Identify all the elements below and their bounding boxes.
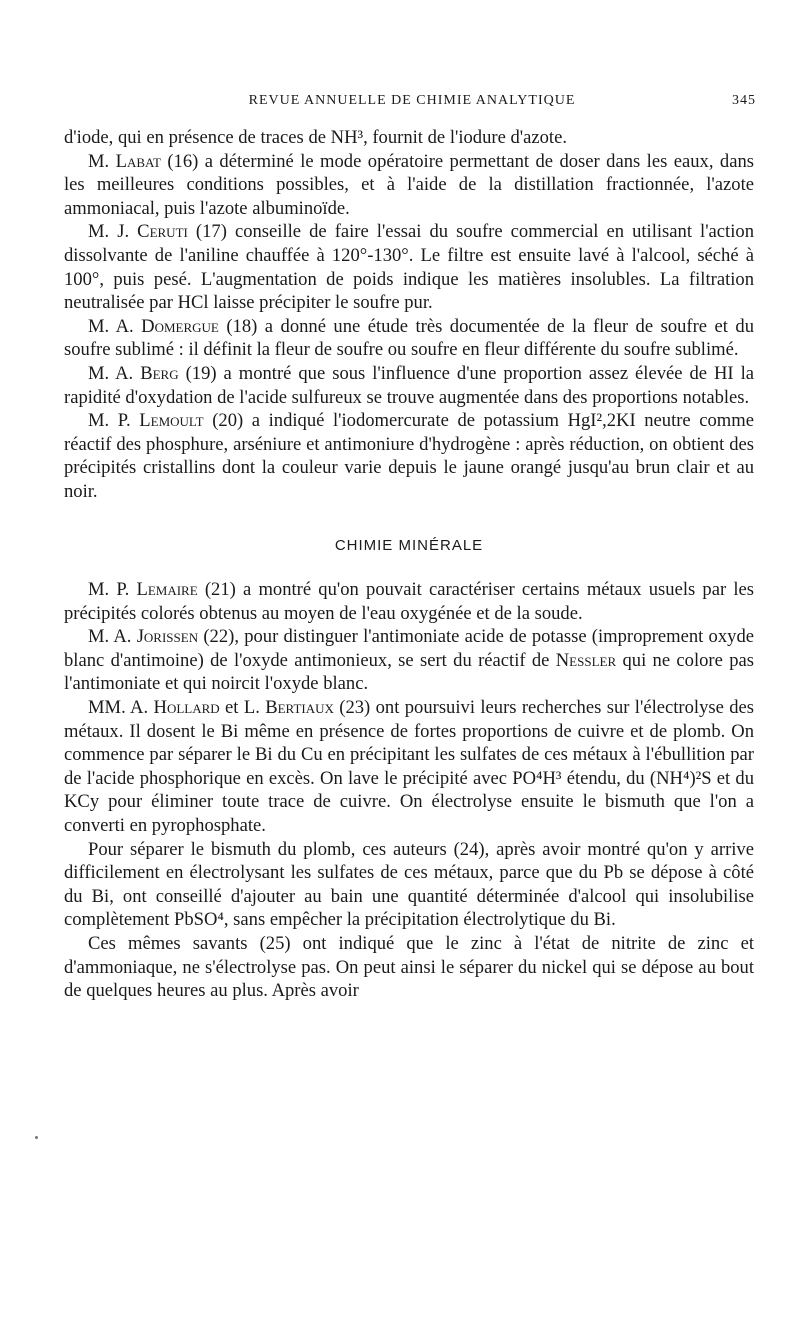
author-hollard: Hollard bbox=[153, 697, 220, 719]
author-ceruti: Ceruti bbox=[137, 221, 188, 243]
author-bertiaux: Bertiaux bbox=[265, 697, 334, 719]
paragraph-iode: d'iode, qui en présence de traces de NH³, fournit de l'iodure d'azote. bbox=[64, 127, 568, 148]
paragraph-domergue: M. A. Domergue (18) a donné une étude très documentée de la fleur de soufre et du soufre sublimé : il définit la fleur de soufre ou soufre en fleur différente du soufre sublimé. bbox=[64, 315, 754, 361]
section-heading: CHIMIE MINÉRALE bbox=[334, 536, 484, 554]
paragraph-lemaire-text: (21) a montré qu'on pouvait caractériser certains métaux usuels par les précipités colorés obtenus au moyen de l'eau oxygénée et de la soude. bbox=[64, 579, 754, 624]
paragraph-berg-text: (19) a montré que sous l'influence d'une proportion assez élevée de HI la rapidité d'oxydation de l'acide sulfureux se trouve augmentée dans des proportions notables. bbox=[64, 362, 755, 408]
paragraph-labat: M. Labat (16) a déterminé le mode opératoire permettant de doser dans les eaux, dans les meilleures conditions possibles, et à l'aide de la distillation fractionnée, l'azote ammoniacal, puis l'azote albuminoïde. bbox=[64, 150, 754, 219]
paragraph-jorissen-text-b: qui ne colore pas l'antimoniate et qui noircit l'oxyde blanc. bbox=[64, 649, 754, 695]
paragraph-ceruti-text: (17) conseille de faire l'essai du soufre commercial en utilisant l'action dissolvante de l'aniline chauffée à 120°-130°. Le filtre est ensuite lavé à l'alcool, séché à 100°, puis pesé. L'augmentation de poids indique les matières insolubles. La filtration neutralisée par HCl laisse précipiter le soufre pur. bbox=[64, 221, 754, 314]
paragraph-domergue-text: (18) a donné une étude très documentée de la fleur de soufre et du soufre sublimé : il définit la fleur de soufre ou soufre en fleur différente du soufre sublimé. bbox=[64, 315, 754, 361]
author-berg: Berg bbox=[140, 362, 179, 384]
page-number: 345 bbox=[732, 93, 756, 108]
author-labat: Labat bbox=[115, 150, 161, 172]
paragraph-jorissen-text-a: (22), pour distinguer l'antimoniate acide de potasse (improprement oxyde blanc d'antimoine) de l'oxyde antimonieux, se sert du réactif de bbox=[64, 626, 754, 671]
author-lemoult: Lemoult bbox=[139, 410, 204, 432]
paragraph-lemaire: M. P. Lemaire (21) a montré qu'on pouvait caractériser certains métaux usuels par les précipités colorés obtenus au moyen de l'eau oxygénée et de la soude. bbox=[64, 579, 754, 624]
speck-mark bbox=[35, 1136, 38, 1139]
paragraph-ceruti: M. J. Ceruti (17) conseille de faire l'essai du soufre commercial en utilisant l'action dissolvante de l'aniline chauffée à 120°-130°. Le filtre est ensuite lavé à l'alcool, séché à 100°, puis pesé. L'augmentation de poids indique les matières insolubles. La filtration neutralisée par HCl laisse précipiter le soufre pur. bbox=[64, 221, 754, 314]
paragraph-lemoult-text: (20) a indiqué l'iodomercurate de potassium HgI²,2KI neutre comme réactif des phosphure, arséniure et antimoniure d'hydrogène : après réduction, on obtient des précipités cristallins dont la couleur varie depuis le jaune orangé jusqu'au brun clair et au noir. bbox=[64, 410, 754, 502]
paragraph-lemoult: M. P. Lemoult (20) a indiqué l'iodomercurate de potassium HgI²,2KI neutre comme réactif des phosphure, arséniure et antimoniure d'hydrogène : après réduction, on obtient des précipités cristallins dont la couleur varie depuis le jaune orangé jusqu'au brun clair et au noir. bbox=[64, 410, 754, 502]
paragraph-jorissen: M. A. Jorissen (22), pour distinguer l'antimoniate acide de potasse (improprement oxyde blanc d'antimoine) de l'oxyde antimonieux, se sert du réactif de Nessler qui ne colore pas l'antimoniate et qui noircit l'oxyde blanc. bbox=[64, 626, 754, 695]
author-lemaire: Lemaire bbox=[136, 579, 198, 601]
paragraph-hollard-text: (23) ont poursuivi leurs recherches sur l'électrolyse des métaux. Il dosent le Bi même en présence de fortes proportions de cuivre et de plomb. On commence par séparer le Bi du Cu en précipitant les sulfates de ces métaux à l'ébullition par de l'acide phosphorique en excès. On lave le précipité avec PO⁴H³ étendu, du (NH⁴)²S et du KCy pour éliminer toute trace de cuivre. On électrolyse ensuite le bismuth que l'on a converti en pyrophosphate. bbox=[64, 697, 755, 837]
body-text bbox=[64, 126, 754, 1003]
author-domergue: Domergue bbox=[141, 315, 219, 337]
author-jorissen: Jorissen bbox=[136, 626, 199, 648]
running-title: REVUE ANNUELLE DE CHIMIE ANALYTIQUE bbox=[248, 93, 576, 108]
paragraph-zinc: Ces mêmes savants (25) ont indiqué que le zinc à l'état de nitrite de zinc et d'ammoniaque, ne s'électrolyse pas. On peut ainsi le séparer du nickel qui se dépose au bout de quelques heures au plus. Après avoir bbox=[64, 933, 754, 1002]
paragraph-hollard-bertiaux: MM. A. Hollard et L. Bertiaux (23) ont poursuivi leurs recherches sur l'électrolyse des métaux. Il dosent le Bi même en présence de fortes proportions de cuivre et de plomb. On commence par séparer le Bi du Cu en précipitant les sulfates de ces métaux à l'ébullition par de l'acide phosphorique en excès. On lave le précipité avec PO⁴H³ étendu, du (NH⁴)²S et du KCy pour éliminer toute trace de cuivre. On électrolyse ensuite le bismuth que l'on a converti en pyrophosphate. bbox=[64, 697, 755, 837]
author-nessler: Nessler bbox=[555, 649, 617, 671]
paragraph-berg: M. A. Berg (19) a montré que sous l'influence d'une proportion assez élevée de HI la rapidité d'oxydation de l'acide sulfureux se trouve augmentée dans des proportions notables. bbox=[64, 362, 755, 408]
paragraph-bismuth-plomb: Pour séparer le bismuth du plomb, ces auteurs (24), après avoir montré qu'on y arrive difficilement en électrolysant les sulfates de ces métaux, parce que du Pb se dépose à côté du Bi, ont conseillé d'ajouter au bain une quantité déterminée d'alcool qui insolubilise complètement PbSO⁴, sans empêcher la précipitation électrolytique du Bi. bbox=[64, 838, 754, 931]
paragraph-labat-text: (16) a déterminé le mode opératoire permettant de doser dans les eaux, dans les meilleures conditions possibles, et à l'aide de la distillation fractionnée, l'azote ammoniacal, puis l'azote albuminoïde. bbox=[64, 150, 754, 219]
